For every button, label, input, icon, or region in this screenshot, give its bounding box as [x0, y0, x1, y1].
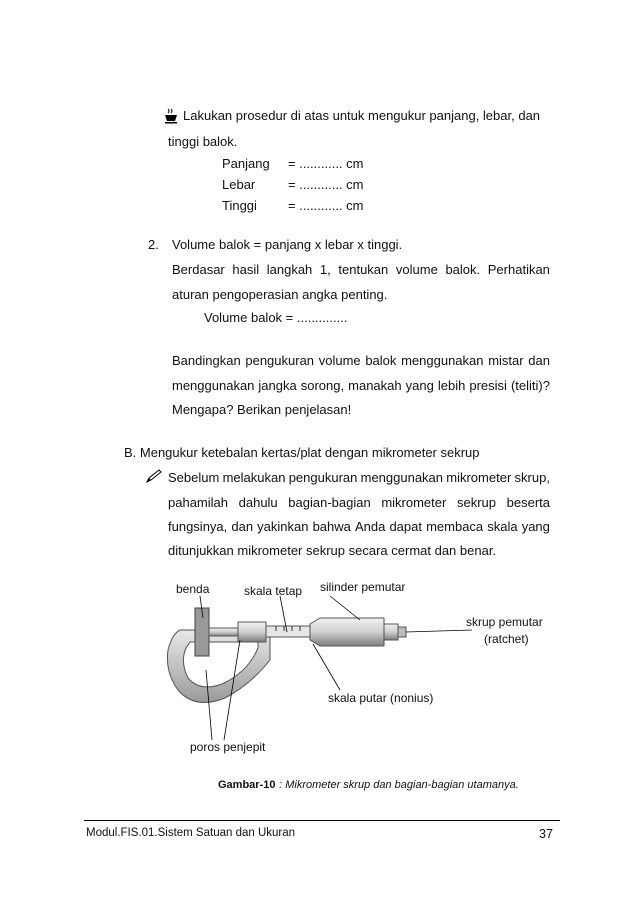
section-b-line2: pahamilah dahulu bagian-bagian mikrometer sekrup beserta — [168, 495, 550, 510]
caption-label: Gambar-10 — [218, 779, 276, 791]
section-b-line3: fungsinya, dan yakinkan bahwa Anda dapat membaca skala yang — [168, 519, 550, 534]
step2-number: 2. — [148, 237, 159, 252]
step1-line1: Lakukan prosedur di atas untuk mengukur panjang, lebar, dan — [183, 108, 541, 123]
section-b-heading: B. Mengukur ketebalan kertas/plat dengan mikrometer sekrup — [124, 445, 480, 460]
section-b-line4: ditunjukkan mikrometer sekrup secara cermat dan benar. — [168, 543, 497, 558]
step2-title: Volume balok = panjang x lebar x tinggi. — [172, 237, 403, 252]
page-number: 37 — [539, 827, 553, 841]
label-ratchet: (ratchet) — [484, 632, 529, 646]
measure-value-panjang: = ............ cm — [288, 156, 364, 171]
measure-label-lebar: Lebar — [222, 177, 256, 192]
label-poros-penjepit: poros penjepit — [190, 740, 266, 754]
label-benda: benda — [176, 582, 210, 596]
label-skrup-pemutar: skrup pemutar — [466, 615, 543, 629]
footer-module: Modul.FIS.01.Sistem Satuan dan Ukuran — [86, 827, 296, 839]
step2-para1-line2: aturan pengoperasian angka penting. — [172, 287, 388, 302]
step1-line2: tinggi balok. — [168, 134, 238, 149]
measure-label-tinggi: Tinggi — [222, 198, 257, 213]
volume-line: Volume balok = .............. — [204, 310, 348, 325]
label-silinder-pemutar: silinder pemutar — [320, 580, 406, 594]
step2-para2-line3: Mengapa? Berikan penjelasan! — [172, 402, 352, 417]
footer-divider — [84, 820, 560, 821]
step2-para1-line1: Berdasar hasil langkah 1, tentukan volume balok. Perhatikan — [172, 262, 550, 277]
step2-para2-line1: Bandingkan pengukuran volume balok menggunakan mistar dan — [172, 353, 550, 368]
measure-value-lebar: = ............ cm — [288, 177, 364, 192]
step2-para2-line2: menggunakan jangka sorong, manakah yang lebih presisi (teliti)? — [172, 378, 550, 393]
caption-text: : Mikrometer skrup dan bagian-bagian utamanya. — [279, 779, 519, 791]
label-skala-tetap: skala tetap — [244, 584, 303, 598]
measure-value-tinggi: = ............ cm — [288, 198, 364, 213]
section-b-line1: Sebelum melakukan pengukuran menggunakan mikrometer skrup, — [168, 470, 550, 485]
figure-caption — [218, 776, 519, 791]
measure-label-panjang: Panjang — [222, 156, 270, 171]
label-skala-putar: skala putar (nonius) — [328, 691, 434, 705]
